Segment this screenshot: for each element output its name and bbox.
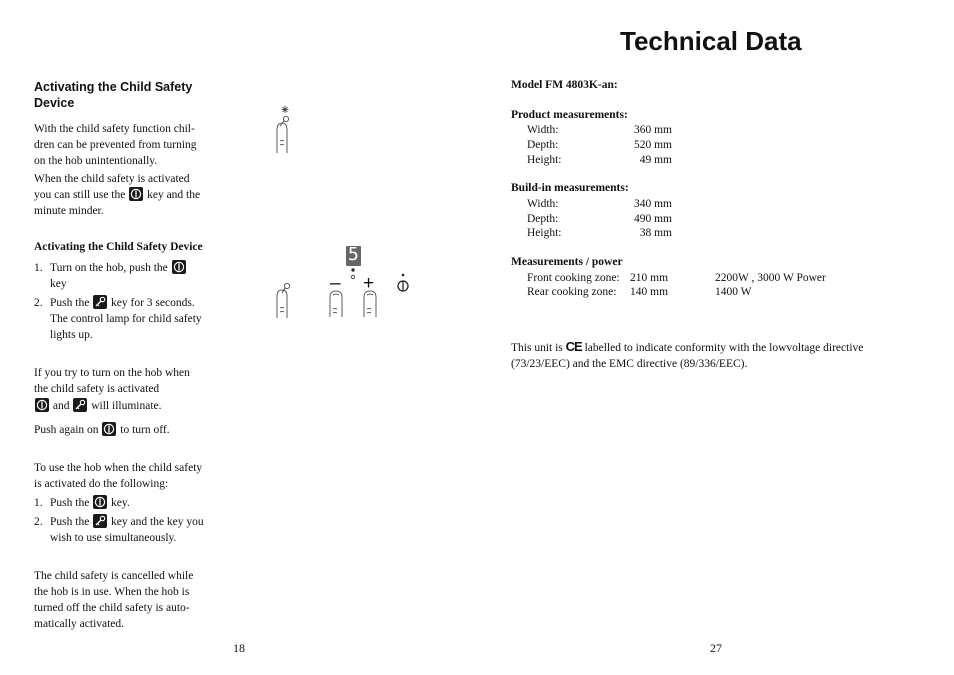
power-key-icon bbox=[93, 495, 107, 509]
section-heading: Activating the Child Safety Device bbox=[34, 80, 193, 110]
intro2-line: When the child safety is activated bbox=[34, 173, 190, 185]
ce-mark: CE bbox=[565, 339, 582, 354]
key-icon bbox=[93, 514, 107, 528]
minus-key-label: – bbox=[330, 273, 341, 294]
conformity-paragraph: This unit is CE labelled to indicate conformity with the lowvoltage directive (73/23/EEC) and the EMC directive (89/336/EEC). bbox=[511, 339, 864, 370]
list-item: 2. Push the key for 3 seconds. The control lamp for child safety lights up. bbox=[34, 297, 202, 341]
key-icon bbox=[73, 398, 87, 412]
cancel-paragraph: The child safety is cancelled while the hob is in use. When the hob is turned off the child safety is auto- matically activated. bbox=[34, 570, 194, 630]
power-key-icon bbox=[35, 398, 49, 412]
model-heading: Model FM 4803K-an: bbox=[511, 79, 618, 91]
digit-display: 5 bbox=[346, 246, 361, 266]
push-paragraph: Push again on to turn off. bbox=[34, 424, 170, 436]
sub-heading: Activating the Child Safety Device bbox=[34, 241, 203, 253]
intro-paragraph bbox=[34, 121, 224, 169]
list-item: 1. Push the key. bbox=[34, 497, 130, 509]
page-number-left: 18 bbox=[233, 641, 245, 655]
finger-press-illustration bbox=[270, 104, 300, 156]
intro2-line: you can still use the key and the bbox=[34, 189, 201, 201]
intro-line: dren can be prevented from turning bbox=[34, 139, 197, 151]
key-icon bbox=[93, 295, 107, 309]
use-paragraph: To use the hob when the child safety is activated do the following: 1. Push the key. 2. Push the key and the key you wish to use simultaneously. bbox=[34, 460, 224, 546]
product-heading: Product measurements: bbox=[511, 109, 628, 121]
indicator-lamps bbox=[348, 267, 358, 281]
plus-key-label: + bbox=[363, 273, 375, 294]
intro-line: With the child safety function chil- bbox=[34, 123, 195, 135]
intro2-paragraph bbox=[34, 171, 224, 219]
power-key-icon bbox=[102, 422, 116, 436]
power-symbol-icon bbox=[395, 273, 411, 295]
list-item: 2. Push the key and the key you wish to use simultaneously. bbox=[34, 516, 204, 544]
power-key-icon bbox=[172, 260, 186, 274]
buildin-heading: Build-in measurements: bbox=[511, 182, 629, 194]
intro-line: on the hob unintentionally. bbox=[34, 155, 158, 167]
finger-minus-illustration bbox=[327, 289, 347, 319]
steps-list bbox=[34, 260, 224, 343]
page-title: Technical Data bbox=[620, 26, 802, 56]
intro2-line: minute minder. bbox=[34, 205, 104, 217]
finger-key-illustration bbox=[272, 282, 296, 320]
page-number-right: 27 bbox=[710, 641, 722, 655]
power-key-icon bbox=[129, 187, 143, 201]
list-item: 1. Turn on the hob, push the key bbox=[34, 260, 224, 292]
power-heading: Measurements / power bbox=[511, 256, 623, 268]
finger-plus-illustration bbox=[361, 289, 381, 319]
warning-paragraph: If you try to turn on the hob when the child safety is activated and will illuminate. bbox=[34, 367, 190, 412]
